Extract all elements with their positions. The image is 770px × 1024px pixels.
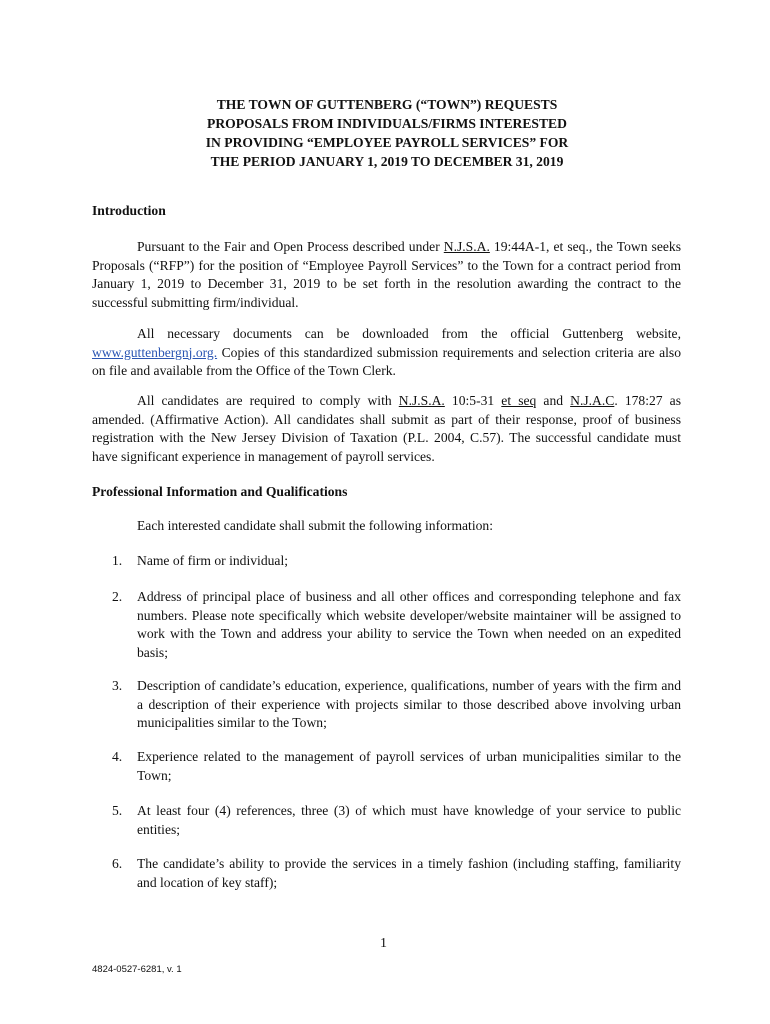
document-id: 4824-0527-6281, v. 1 [92, 964, 182, 975]
list-item-number: 6. [112, 856, 123, 871]
list-item-text: Experience related to the management of payroll services of urban municipalities similar to the Town; [137, 749, 681, 783]
introduction-heading: Introduction [92, 203, 166, 218]
list-item-number: 1. [112, 553, 123, 568]
title-line: IN PROVIDING “EMPLOYEE PAYROLL SERVICES” FOR [205, 135, 569, 150]
qualifications-heading: Professional Information and Qualifications [92, 484, 348, 499]
document-title [92, 95, 682, 171]
list-item-text: Address of principal place of business and all other offices and corresponding telephone and fax numbers. Please note specifically which website developer/website maintainer will be assigned to work with the Town and address your ability to service the Town when needed on an expedited basis; [137, 589, 681, 660]
list-item-text: At least four (4) references, three (3) of which must have knowledge of your service to public entities; [137, 803, 681, 837]
list-item-number: 3. [112, 678, 123, 693]
title-line: THE TOWN OF GUTTENBERG (“TOWN”) REQUESTS [216, 97, 558, 112]
list-item-text: Name of firm or individual; [137, 553, 289, 568]
title-line: THE PERIOD JANUARY 1, 2019 TO DECEMBER 31, 2019 [210, 154, 564, 169]
intro-paragraph-1: Pursuant to the Fair and Open Process described under N.J.S.A. 19:44A-1, et seq., the Town seeks Proposals (“RFP”) for the position of “Employee Payroll Services” to the Town for a contract period from January 1, 2019 to December 31, 2019 to be set forth in the resolution awarding the contract to the successful submitting firm/individual. [92, 239, 681, 310]
list-item-number: 5. [112, 803, 123, 818]
website-link[interactable]: www.guttenbergnj.org. [92, 344, 218, 360]
list-item-text: Description of candidate’s education, experience, qualifications, number of years with the firm and a description of their experience with projects similar to those described above involving urban municipalities similar to the Town; [137, 678, 681, 731]
qualifications-lead: Each interested candidate shall submit the following information: [137, 518, 493, 533]
page-number: 1 [380, 936, 387, 951]
intro-paragraph-3: All candidates are required to comply with N.J.S.A. 10:5-31 et seq and N.J.A.C. 178:27 as amended. (Affirmative Action). All candidates shall submit as part of their response, proof of business registration with the New Jersey Division of Taxation (P.L. 2004, C.57). The successful candidate must have significant experience in management of payroll services. [92, 393, 681, 464]
list-item-text: The candidate’s ability to provide the services in a timely fashion (including staffing, familiarity and location of key staff); [137, 856, 681, 890]
list-item-number: 2. [112, 589, 123, 604]
intro-paragraph-2: All necessary documents can be downloaded from the official Guttenberg website, www.guttenbergnj.org. Copies of this standardized submission requirements and selection criteria are also on file and available from the Office of the Town Clerk. [92, 326, 681, 379]
title-line: PROPOSALS FROM INDIVIDUALS/FIRMS INTERESTED [207, 116, 567, 131]
list-item-number: 4. [112, 749, 123, 764]
